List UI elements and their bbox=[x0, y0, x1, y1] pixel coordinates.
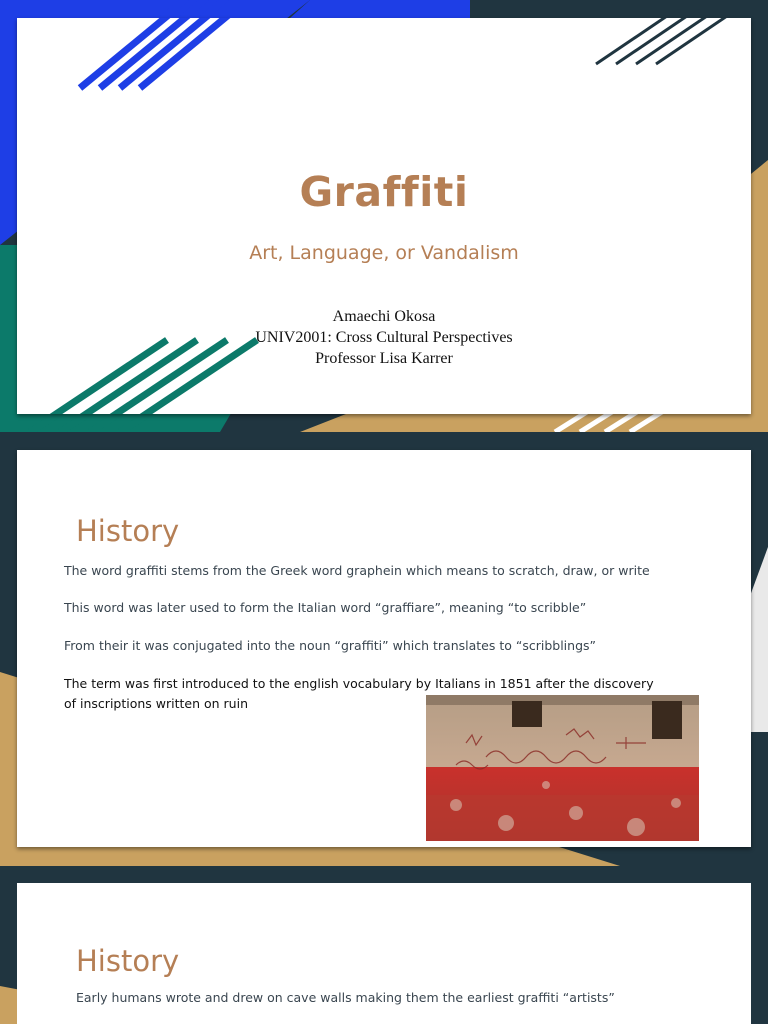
author-block bbox=[17, 306, 751, 369]
paragraph-1: The word graffiti stems from the Greek word graphein which means to scratch, draw, or write bbox=[64, 563, 650, 578]
author-name: Amaechi Okosa bbox=[332, 308, 436, 325]
ruins-wall-image bbox=[426, 695, 699, 841]
paragraph-2: This word was later used to form the Italian word “graffiare”, meaning “to scribble” bbox=[64, 600, 587, 615]
course-name: UNIV2001: Cross Cultural Perspectives bbox=[255, 329, 513, 346]
section-heading: History bbox=[76, 944, 180, 978]
slide-3-card bbox=[17, 883, 751, 1024]
paragraph-3: From their it was conjugated into the noun “graffiti” which translates to “scribblings” bbox=[64, 638, 596, 653]
slide-title: Graffiti bbox=[299, 168, 469, 216]
slide-2-card bbox=[17, 450, 751, 847]
slide-1-card bbox=[17, 18, 751, 414]
paragraph-1: Early humans wrote and drew on cave walls making them the earliest graffiti “artists” bbox=[76, 990, 615, 1005]
ruins-wall-photo bbox=[426, 695, 699, 841]
professor-name: Professor Lisa Karrer bbox=[315, 350, 453, 367]
paragraph-4: The term was first introduced to the english vocabulary by Italians in 1851 after the discovery of inscriptions written on ruin bbox=[64, 676, 654, 711]
slide-subtitle: Art, Language, or Vandalism bbox=[249, 242, 519, 264]
section-heading: History bbox=[76, 514, 180, 548]
